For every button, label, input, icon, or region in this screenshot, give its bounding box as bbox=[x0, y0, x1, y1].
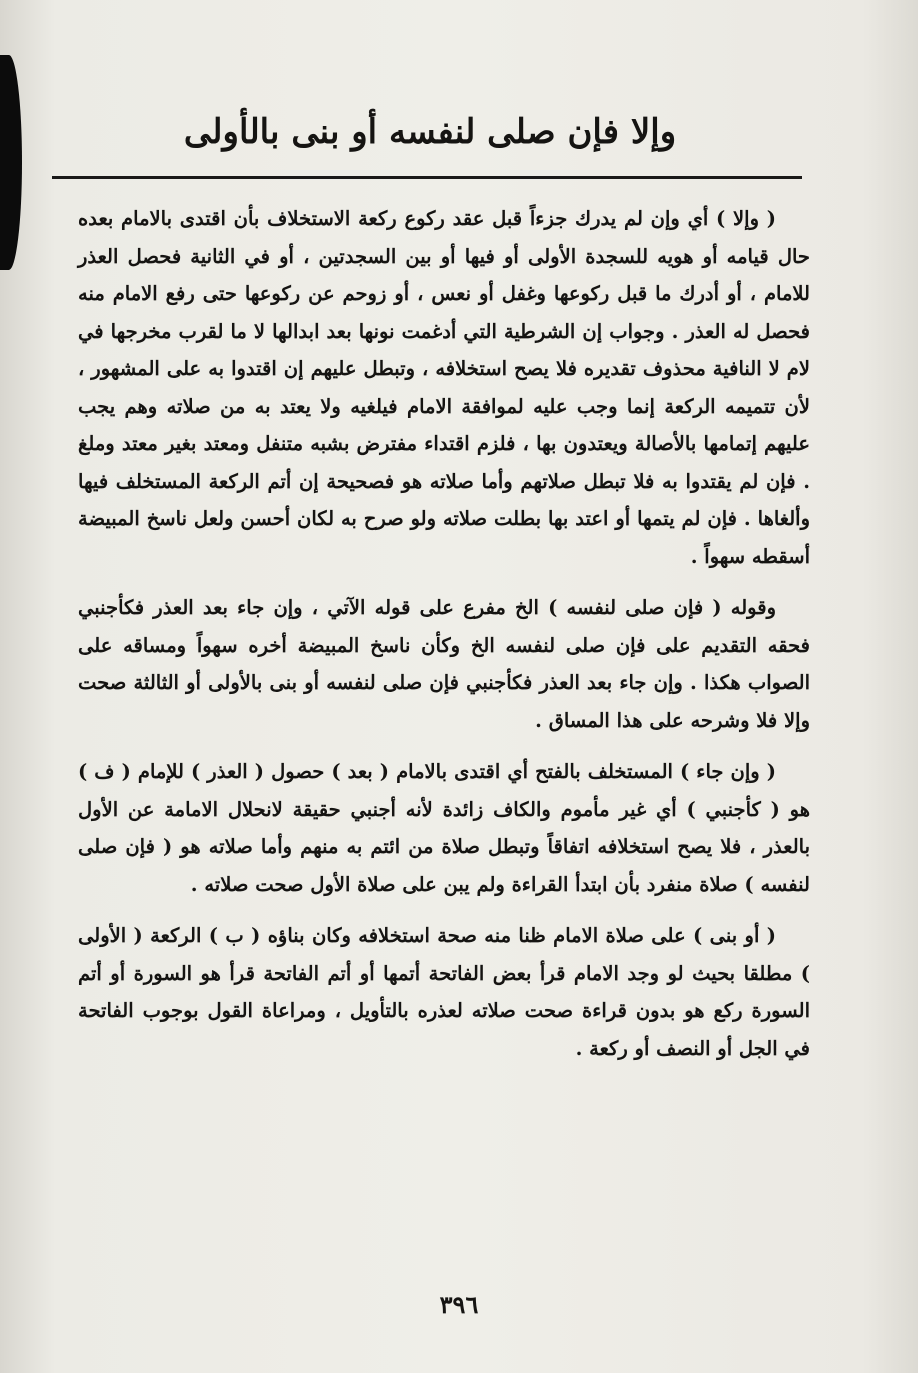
binding-shadow bbox=[0, 55, 22, 270]
paragraph: ( وإن جاء ) المستخلف بالفتح أي اقتدى بالامام ( بعد ) حصول ( العذر ) للإمام ( ف ) هو ( كأجنبي ) أي غير مأموم والكاف زائدة لأنه أجنبي حقيقة لانحلال الامامة عن الأول بالعذر ، فلا يصح استخلافه اتفاقاً وتبطل صلاة من ائتم به منهم وأما صلاته هو ( فإن صلى لنفسه ) صلاة منفرد بأن ابتدأ القراءة ولم يبن على صلاة الأول صحت صلاته . bbox=[78, 760, 810, 896]
paragraph: ( وإلا ) أي وإن لم يدرك جزءاً قبل عقد ركوع ركعة الاستخلاف بأن اقتدى بالامام بعده حال قيامه أو هويه للسجدة الأولى أو فيها أو بين السجدتين ، أو في الثانية فحصل العذر للامام ، أو أدرك ما قبل ركوعها وغفل أو نعس ، أو زوحم عن ركوعها حتى رفع الامام منه فحصل له العذر . وجواب إن الشرطية التي أدغمت نونها بعد ابدالها لا ما لقرب مخرجها في لام لا النافية محذوف تقديره فلا يصح استخلافه ، وتبطل عليهم إن اقتدوا به على المشهور ، لأن تتميمه الركعة إنما وجب عليه لموافقة الامام فيلغيه ولا يعتد به من صلاته وهم يجب عليهم إتمامها بالأصالة ويعتدون بها ، فلزم اقتداء مفترض بشبه متنفل ومعتد بغير معتد وملغ . فإن لم يقتدوا به فلا تبطل صلاتهم وأما صلاته هو فصحيحة إن أتم الركعة المستخلف فيها وألغاها . فإن لم يتمها أو اعتد بها بطلت صلاته ولو صرح به لكان أحسن ولعل ناسخ المبيضة أسقطه سهواً . bbox=[78, 207, 810, 568]
commentary-body bbox=[78, 200, 810, 1077]
verse-heading: وإلا فإن صلى لنفسه أو بنى بالأولى bbox=[183, 112, 677, 152]
paragraph: وقوله ( فإن صلى لنفسه ) الخ مفرع على قوله الآتي ، وإن جاء بعد العذر فكأجنبي فحقه التقديم على فإن صلى لنفسه الخ وكأن ناسخ المبيضة أخره سهواً ومساقه على الصواب هكذا . وإن جاء بعد العذر فكأجنبي فإن صلى لنفسه أو بنى بالأولى أو الثالثة صحت وإلا فلا وشرحه على هذا المساق . bbox=[78, 596, 810, 732]
page-number: ٣٩٦ bbox=[439, 1290, 479, 1319]
heading-rule bbox=[52, 176, 802, 179]
paragraph: ( أو بنى ) على صلاة الامام ظنا منه صحة استخلافه وكان بناؤه ( ب ) الركعة ( الأولى ) مطلقا بحيث لو وجد الامام قرأ بعض الفاتحة أتمها أو أتم الفاتحة قرأ هو السورة أو أتم السورة ركع هو بدون قراءة صحت صلاته لعذره بالتأويل ، ومراعاة القول بوجوب الفاتحة في الجل أو النصف أو ركعة . bbox=[78, 924, 810, 1060]
